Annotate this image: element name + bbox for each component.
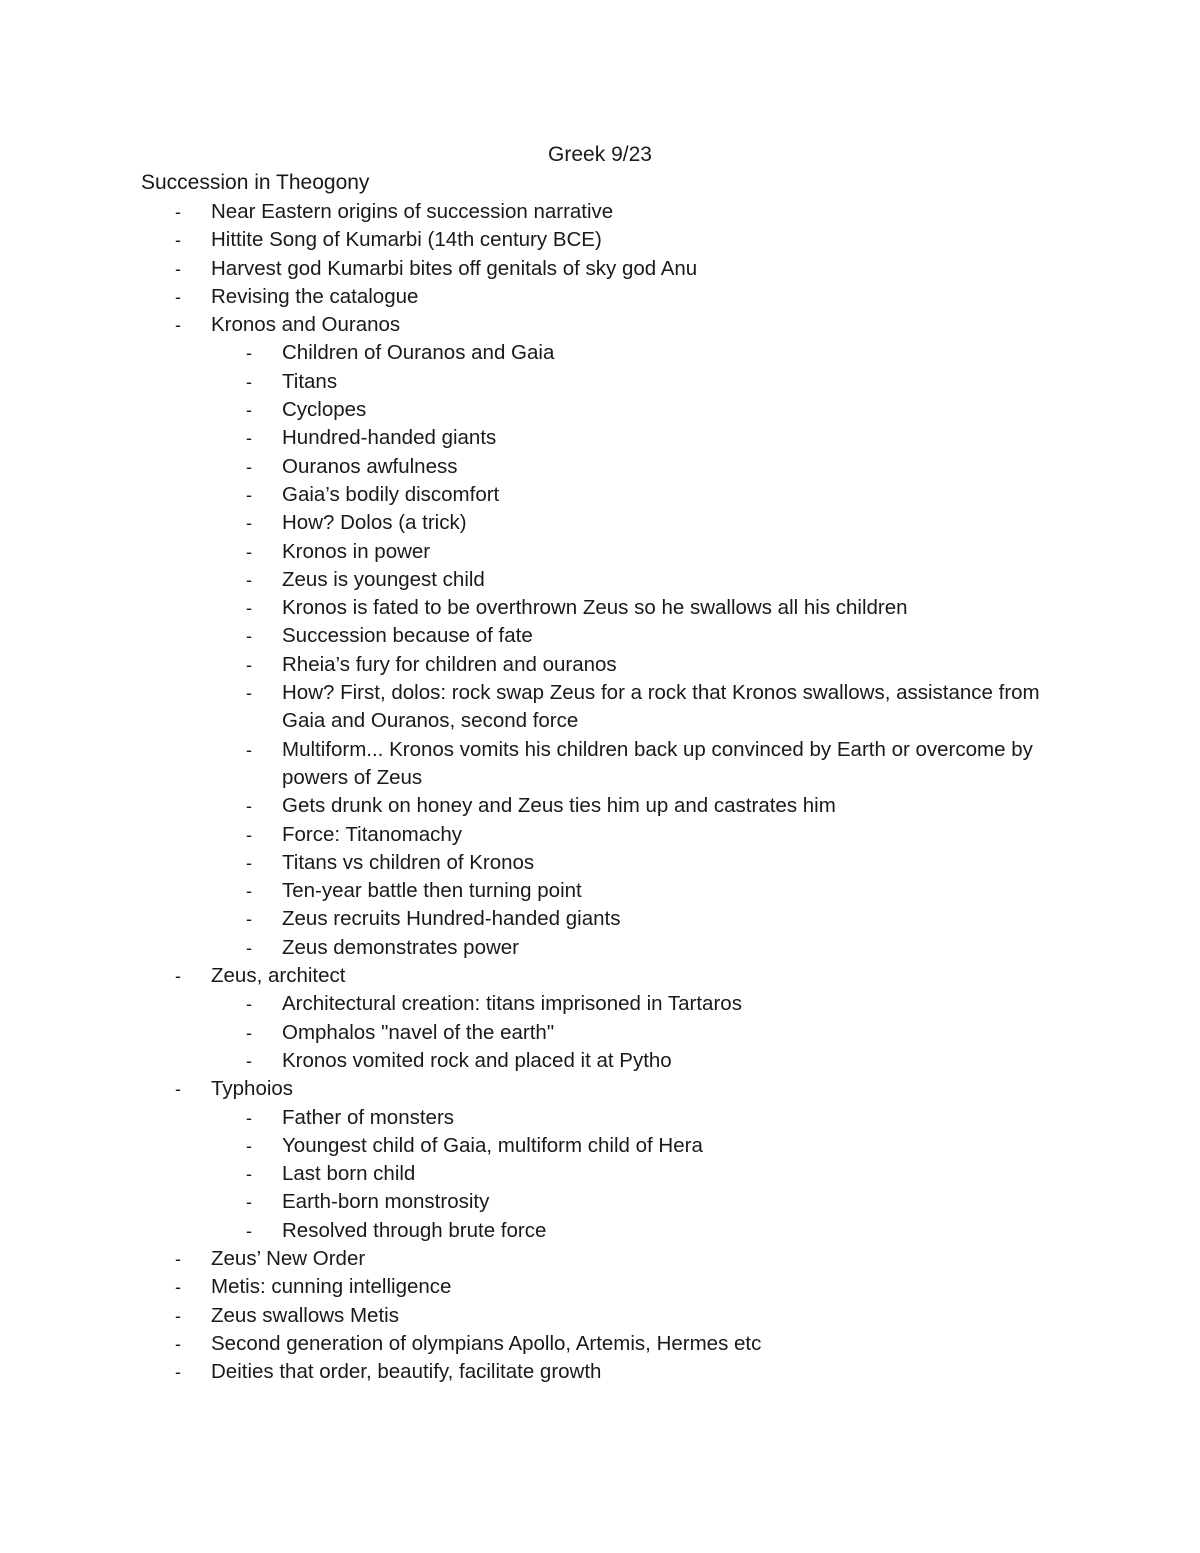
- list-item: [141, 679, 1061, 736]
- list-item: [141, 1019, 1061, 1047]
- list-item: [141, 509, 1061, 537]
- list-item: [141, 934, 1061, 962]
- bullet-dash: -: [246, 683, 252, 704]
- list-item-text: Kronos in power: [282, 539, 431, 563]
- bullet-dash: -: [246, 994, 252, 1015]
- bullet-dash: -: [175, 202, 181, 222]
- list-item: [141, 821, 1061, 849]
- bullet-dash: -: [246, 371, 252, 392]
- list-item-text: Succession because of fate: [282, 624, 533, 648]
- list-item-text: Deities that order, beautify, facilitate growth: [211, 1360, 602, 1384]
- bullet-dash: -: [246, 1022, 252, 1043]
- bullet-dash: -: [175, 1305, 181, 1326]
- list-item-text: Ten-year battle then turning point: [282, 879, 582, 903]
- list-item-text: Omphalos "navel of the earth": [282, 1020, 555, 1044]
- bullet-dash: -: [246, 909, 252, 930]
- list-item: [141, 1358, 1061, 1386]
- list-item-text: Near Eastern origins of succession narrative: [211, 200, 614, 223]
- list-item-text: Zeus’ New Order: [211, 1246, 366, 1270]
- bullet-dash: -: [246, 1050, 252, 1071]
- list-item: [141, 962, 1061, 990]
- bullet-dash: -: [246, 739, 252, 760]
- list-item: [141, 1188, 1061, 1216]
- list-item-text: Titans: [282, 369, 338, 393]
- bullet-dash: -: [246, 626, 252, 647]
- bullet-dash: -: [246, 796, 252, 817]
- bullet-dash: -: [246, 343, 252, 364]
- list-item: [141, 339, 1061, 367]
- list-item-text: Cyclopes: [282, 398, 367, 422]
- list-item-text: Zeus swallows Metis: [211, 1303, 399, 1327]
- list-item: [141, 453, 1061, 481]
- list-item-text: Architectural creation: titans imprisoned in Tartaros: [282, 992, 742, 1016]
- list-item-text: Kronos and Ouranos: [211, 313, 401, 337]
- list-item: [141, 1217, 1061, 1245]
- bullet-dash: -: [175, 1248, 181, 1269]
- list-item-text: Kronos is fated to be overthrown Zeus so he swallows all his children: [282, 596, 908, 620]
- bullet-dash: -: [246, 824, 252, 845]
- list-item: [141, 283, 1061, 311]
- list-item-text: Revising the catalogue: [211, 284, 419, 308]
- bullet-dash: -: [246, 1220, 252, 1241]
- list-item-text: Rheia’s fury for children and ouranos: [282, 652, 617, 676]
- list-item-text: Multiform... Kronos vomits his children back up convinced by Earth or overcome by powers of Zeus: [282, 737, 1033, 789]
- bullet-dash: -: [175, 966, 181, 987]
- list-item-text: Hundred-handed giants: [282, 426, 497, 450]
- bullet-dash: -: [246, 400, 252, 421]
- bullet-dash: -: [246, 569, 252, 590]
- list-item-text: Hittite Song of Kumarbi (14th century BCE): [211, 228, 602, 252]
- notes-outline: [141, 198, 1061, 1386]
- list-item-text: How? Dolos (a trick): [282, 511, 467, 535]
- list-item-text: Gaia’s bodily discomfort: [282, 482, 500, 506]
- document-title: Greek 9/23: [548, 143, 652, 166]
- list-item: [141, 198, 1061, 226]
- bullet-dash: -: [246, 1135, 252, 1156]
- list-item: [141, 1245, 1061, 1273]
- list-item: [141, 1302, 1061, 1330]
- list-item: [141, 1330, 1061, 1358]
- list-item: [141, 1047, 1061, 1075]
- list-item-text: Last born child: [282, 1162, 416, 1186]
- list-item-text: Gets drunk on honey and Zeus ties him up and castrates him: [282, 794, 836, 818]
- bullet-dash: -: [246, 1192, 252, 1213]
- bullet-dash: -: [246, 937, 252, 958]
- list-item-text: Zeus demonstrates power: [282, 935, 520, 959]
- list-item-text: Resolved through brute force: [282, 1218, 547, 1242]
- list-item: [141, 566, 1061, 594]
- list-item-text: Zeus is youngest child: [282, 567, 485, 591]
- bullet-dash: -: [246, 881, 252, 902]
- list-item-text: Force: Titanomachy: [282, 822, 463, 846]
- bullet-dash: -: [175, 286, 181, 307]
- list-item: [141, 594, 1061, 622]
- list-item-text: Kronos vomited rock and placed it at Pytho: [282, 1048, 672, 1072]
- list-item: [141, 736, 1061, 793]
- list-item: [141, 396, 1061, 424]
- bullet-dash: -: [175, 1362, 181, 1383]
- bullet-dash: -: [175, 1277, 181, 1298]
- list-item: [141, 1273, 1061, 1301]
- bullet-dash: -: [246, 852, 252, 873]
- bullet-dash: -: [175, 1333, 181, 1354]
- list-item: [141, 1104, 1061, 1132]
- bullet-dash: -: [246, 1164, 252, 1185]
- bullet-dash: -: [246, 456, 252, 477]
- bullet-dash: -: [175, 315, 181, 336]
- list-item-text: Titans vs children of Kronos: [282, 850, 535, 874]
- list-item: [141, 792, 1061, 820]
- bullet-dash: -: [246, 654, 252, 675]
- list-item: [141, 1160, 1061, 1188]
- list-item-text: Ouranos awfulness: [282, 454, 458, 478]
- list-item: [141, 651, 1061, 679]
- section-heading: Succession in Theogony: [141, 171, 370, 194]
- list-item: [141, 538, 1061, 566]
- bullet-dash: -: [175, 1079, 181, 1100]
- list-item-text: Harvest god Kumarbi bites off genitals of sky god Anu: [211, 256, 698, 280]
- list-item-text: Father of monsters: [282, 1105, 455, 1129]
- list-item-text: How? First, dolos: rock swap Zeus for a rock that Kronos swallows, assistance from Gaia and Ouranos, second force: [282, 681, 1040, 733]
- list-item: [141, 990, 1061, 1018]
- bullet-dash: -: [175, 258, 181, 279]
- bullet-dash: -: [246, 598, 252, 619]
- list-item: [141, 311, 1061, 339]
- list-item: [141, 877, 1061, 905]
- list-item-text: Metis: cunning intelligence: [211, 1275, 452, 1299]
- list-item-text: Typhoios: [211, 1077, 294, 1101]
- list-item-text: Earth-born monstrosity: [282, 1190, 490, 1214]
- bullet-dash: -: [246, 1107, 252, 1128]
- list-item: [141, 1132, 1061, 1160]
- list-item: [141, 255, 1061, 283]
- list-item: [141, 905, 1061, 933]
- list-item-text: Children of Ouranos and Gaia: [282, 341, 555, 365]
- list-item-text: Zeus, architect: [211, 964, 346, 988]
- list-item: [141, 481, 1061, 509]
- bullet-dash: -: [246, 428, 252, 449]
- list-item: [141, 622, 1061, 650]
- list-item: [141, 1075, 1061, 1103]
- list-item-text: Second generation of olympians Apollo, Artemis, Hermes etc: [211, 1331, 762, 1355]
- bullet-dash: -: [175, 230, 181, 251]
- bullet-dash: -: [246, 484, 252, 505]
- list-item-text: Zeus recruits Hundred-handed giants: [282, 907, 621, 931]
- bullet-dash: -: [246, 541, 252, 562]
- list-item-text: Youngest child of Gaia, multiform child of Hera: [282, 1133, 703, 1157]
- list-item: [141, 849, 1061, 877]
- bullet-dash: -: [246, 513, 252, 534]
- list-item: [141, 424, 1061, 452]
- list-item: [141, 226, 1061, 254]
- list-item: [141, 368, 1061, 396]
